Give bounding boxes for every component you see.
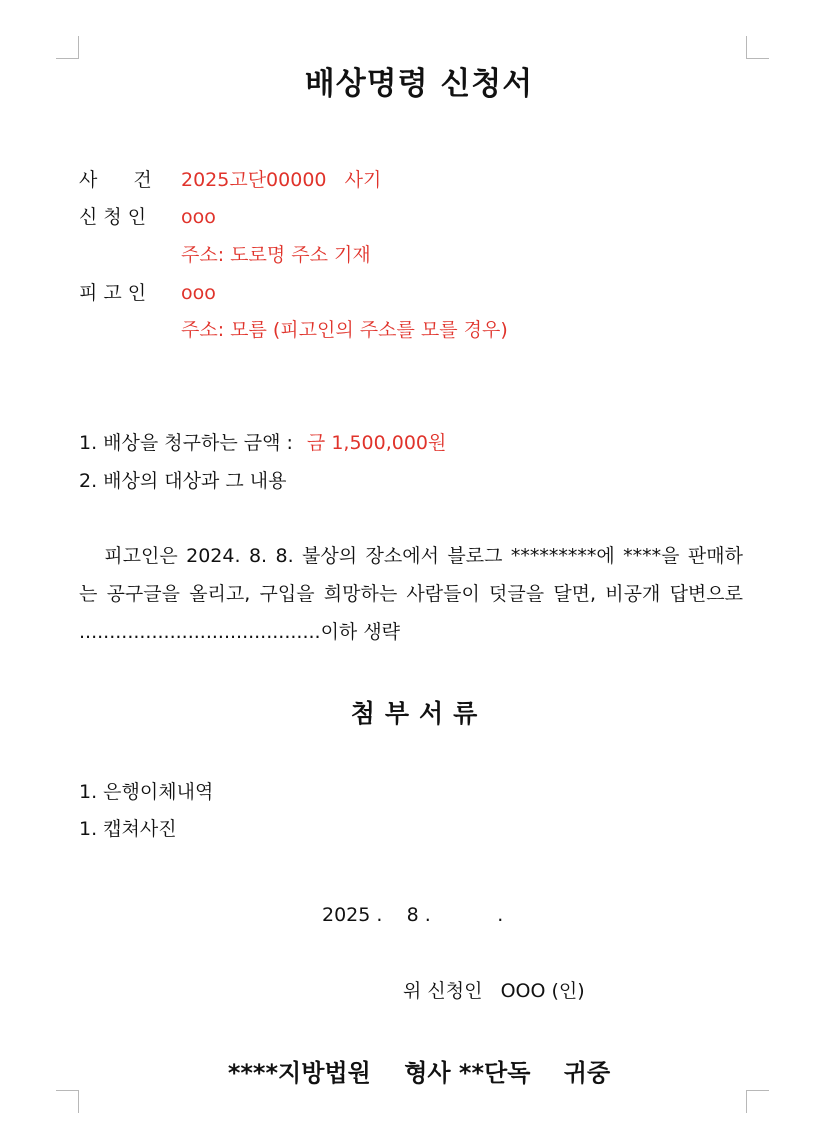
corner-mark-top-right xyxy=(746,36,769,59)
defendant-label: 피 고 인 xyxy=(79,282,147,304)
case-value: 2025고단00000 사기 xyxy=(181,169,382,191)
attachments-heading xyxy=(0,694,838,730)
case-label xyxy=(79,168,152,192)
document-title: 배상명령 신청서 xyxy=(304,66,534,102)
defendant-address: 주소: 모름 (피고인의 주소를 모를 경우) xyxy=(181,319,508,341)
case-label-char-2: 건 xyxy=(133,169,152,191)
claim-amount-value: 금 1,500,000원 xyxy=(306,432,447,454)
filing-date: 2025 . 8 . . xyxy=(322,904,504,926)
applicant-name: ooo xyxy=(181,206,216,228)
court-addressee: ****지방법원 형사 **단독 귀중 xyxy=(227,1059,611,1087)
corner-mark-top-left xyxy=(56,36,79,59)
applicant-signature: 위 신청인 OOO (인) xyxy=(403,980,585,1002)
applicant-label: 신 청 인 xyxy=(79,206,147,228)
claim-amount-label: 1. 배상을 청구하는 금액 : xyxy=(79,432,293,454)
corner-mark-bottom-right xyxy=(746,1090,769,1113)
body-line-1: 피고인은 2024. 8. 8. 불상의 장소에서 블로그 *********에 ****을 판매하 xyxy=(79,545,743,567)
corner-mark-bottom-left xyxy=(56,1090,79,1113)
attachments-heading-text: 첨부서류 xyxy=(350,699,488,728)
applicant-address: 주소: 도로명 주소 기재 xyxy=(181,244,371,266)
attachment-item-1: 1. 은행이체내역 xyxy=(79,781,214,803)
body-line-3: ........................................이하 생략 xyxy=(79,621,401,643)
claim-amount-line xyxy=(79,431,446,455)
defendant-name: ooo xyxy=(181,282,216,304)
case-label-char-1: 사 xyxy=(79,169,98,191)
attachment-item-2: 1. 캡쳐사진 xyxy=(79,818,177,840)
body-line-2: 는 공구글을 올리고, 구입을 희망하는 사람들이 덧글을 달면, 비공개 답변으로 xyxy=(79,583,743,605)
claim-subject-line: 2. 배상의 대상과 그 내용 xyxy=(79,470,287,492)
